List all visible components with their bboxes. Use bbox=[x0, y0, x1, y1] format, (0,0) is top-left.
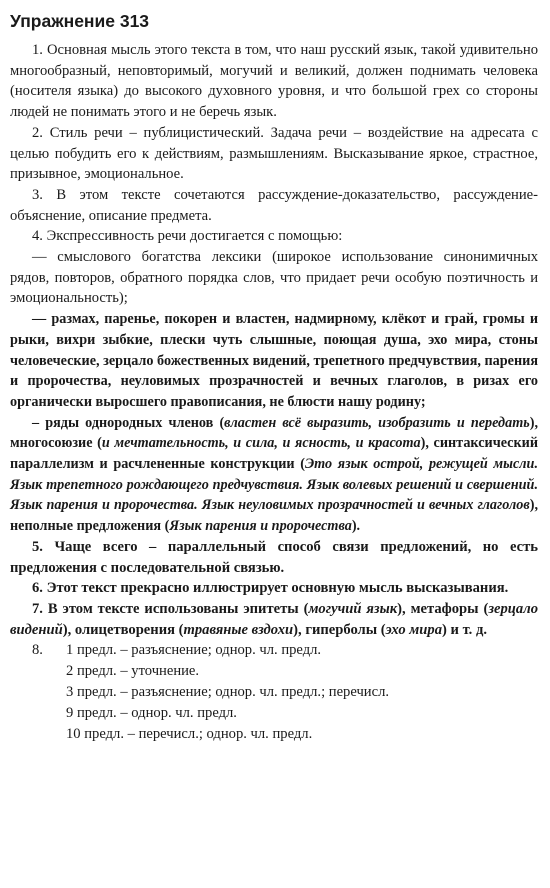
item-8-list bbox=[10, 640, 538, 744]
item-8-number: 8. bbox=[32, 642, 43, 659]
paragraph-2: 2. Стиль речи – публицистический. Задача речи – воздействие на адресата с целью побудить его к действиям, размышлениям. Высказывание яркое, страстное, призывное, эмоциональное. bbox=[10, 124, 538, 183]
item-8-row bbox=[10, 640, 538, 661]
paragraph-1: 1. Основная мысль этого текста в том, что наш русский язык, такой удивительно многообразный, неповторимый, могучий и великий, должен поднимать человека (носителя языка) до высокого духовного уровня, и что большой грех со стороны людей не понимать этого и не беречь язык. bbox=[10, 42, 538, 121]
italic-example: могучий язык bbox=[308, 600, 398, 617]
paragraph-4-lexicon: — смыслового богатства лексики (широкое использование синонимичных рядов, повторов, обратного порядка слов, что придает речи особую поэтичность и эмоциональность); bbox=[10, 249, 538, 307]
text-segment: 7. В этом тексте использованы эпитеты ( bbox=[32, 600, 309, 617]
item-8-row bbox=[10, 724, 538, 745]
text-segment: ). bbox=[351, 518, 361, 535]
text-segment: ), метафоры ( bbox=[397, 600, 489, 617]
text-segment: ) и т. д. bbox=[442, 621, 487, 638]
item-8-row-text: 1 предл. – разъяснение; однор. чл. предл. bbox=[66, 642, 322, 659]
italic-example: зерцало видений bbox=[10, 600, 538, 638]
item-8-row bbox=[10, 703, 538, 724]
item-8-row-text: 9 предл. – однор. чл. предл. bbox=[66, 704, 237, 721]
text-segment: – ряды однородных членов ( bbox=[32, 414, 225, 431]
paragraph-6: 6. Этот текст прекрасно иллюстрирует основную мысль высказывания. bbox=[32, 580, 509, 597]
text-segment: ), синтаксический параллелизм и расчлененные конструкции ( bbox=[10, 435, 538, 473]
item-8-row bbox=[10, 682, 538, 703]
paragraph-4: 4. Экспрессивность речи достигается с помощью: bbox=[32, 228, 343, 245]
paragraph-4-syntax bbox=[10, 413, 538, 537]
item-8-row-text: 3 предл. – разъяснение; однор. чл. предл.; перечисл. bbox=[66, 683, 390, 700]
italic-example: властен всё выразить, изобразить и передать bbox=[224, 414, 530, 431]
text-segment: ), неполные предложения ( bbox=[10, 497, 538, 535]
text-segment: ), гиперболы ( bbox=[293, 621, 386, 638]
item-8-row bbox=[10, 661, 538, 682]
item-8-row-text: 10 предл. – перечисл.; однор. чл. предл. bbox=[66, 725, 313, 742]
paragraph-3: 3. В этом тексте сочетаются рассуждение-доказательство, рассуждение-объяснение, описание предмета. bbox=[10, 186, 538, 224]
italic-example: эхо мира bbox=[385, 621, 443, 638]
paragraph-4-examples: — размах, паренье, покорен и властен, надмирному, клёкот и грай, громы и рыки, вихри зыбкие, плески чуть слышные, поющая душа, эхо мира, стоны человеческие, зерцало божественных видений, трепетного предчувствия, парения и пророчества, неуловимых прозрачностей и вечных глаголов, в ризах его органически выросшего правописания, не блюсти нашу родину; bbox=[10, 311, 538, 410]
italic-example: и мечтательность, и сила, и ясность, и красота bbox=[101, 435, 421, 452]
item-8-row-text: 2 предл. – уточнение. bbox=[66, 663, 200, 680]
italic-example: травяные вздохи bbox=[183, 621, 294, 638]
exercise-title: Упражнение 313 bbox=[10, 11, 150, 31]
text-segment: ), олицетворения ( bbox=[62, 621, 184, 638]
paragraph-7 bbox=[10, 599, 538, 640]
text-segment: ), многосоюзие ( bbox=[10, 414, 538, 452]
italic-example: Язык парения и пророчества bbox=[169, 518, 352, 535]
italic-example: Это язык острой, режущей мысли. Язык трепетного рождающего предчувствия. Язык волевых решений и свершений. Язык парения и пророчества. Язык неуловимых прозрачностей и вечных глаголов bbox=[10, 456, 538, 514]
paragraph-5: 5. Чаще всего – параллельный способ связи предложений, но есть предложения с последовательной связью. bbox=[10, 538, 538, 576]
